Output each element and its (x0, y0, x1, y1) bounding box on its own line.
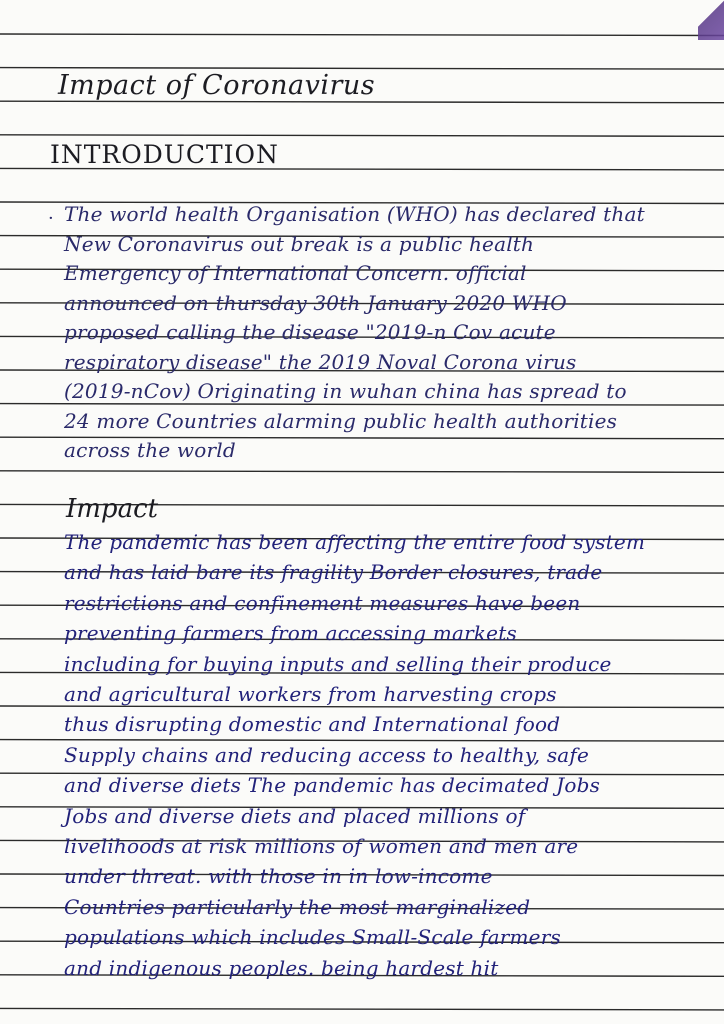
impact-line: Jobs and diverse diets and placed millions of (64, 803, 526, 828)
impact-line: restrictions and confinement measures have been (64, 590, 581, 615)
introduction-line: New Coronavirus out break is a public health (64, 231, 535, 256)
page-title: Impact of Coronavirus (58, 70, 376, 101)
ruled-line (0, 135, 724, 137)
impact-line: and agricultural workers from harvesting crops (64, 682, 557, 706)
introduction-line: The world health Organisation (WHO) has declared that (64, 202, 645, 226)
impact-line: including for buying inputs and selling their produce (64, 651, 612, 676)
ruled-line (0, 68, 724, 70)
introduction-line: 24 more Countries alarming public health authorities (64, 408, 618, 433)
introduction-line: (2019-nCov) Originating in wuhan china has spread to (64, 379, 627, 403)
impact-line: populations which includes Small-Scale farmers (64, 925, 561, 950)
impact-line: The pandemic has been affecting the entire food system (64, 530, 646, 554)
impact-line: Supply chains and reducing access to healthy, safe (64, 742, 590, 767)
ruled-line (0, 101, 724, 103)
introduction-line: Emergency of International Concern. official (64, 261, 527, 285)
introduction-line: proposed calling the disease "2019-n Cov acute (64, 320, 556, 344)
ruled-line (0, 1008, 724, 1010)
impact-line: livelihoods at risk millions of women and men are (64, 834, 579, 858)
introduction-line: announced on thursday 30th January 2020 WHO (64, 290, 567, 315)
impact-line: and indigenous peoples. being hardest hit (64, 955, 499, 980)
ruled-line (0, 404, 724, 406)
impact-line: thus disrupting domestic and International food (64, 712, 561, 737)
impact-heading: Impact (66, 494, 159, 524)
introduction-line: across the world (64, 438, 236, 462)
ruled-line (0, 471, 724, 473)
binder-corner (698, 0, 724, 40)
ruled-line (0, 706, 724, 708)
introduction-heading: INTRODUCTION (50, 140, 279, 169)
introduction-line: respiratory disease" the 2019 Noval Corona virus (64, 349, 577, 374)
impact-line: under threat. with those in in low-income (64, 864, 493, 889)
impact-line: preventing farmers from accessing markets (64, 621, 517, 646)
ruled-line (0, 34, 724, 36)
bullet-dot: · (48, 208, 54, 229)
impact-line: Countries particularly the most marginalized (64, 894, 531, 919)
ruled-line (0, 740, 724, 742)
impact-line: and diverse diets The pandemic has decimated Jobs (64, 773, 601, 798)
impact-line: and has laid bare its fragility Border closures, trade (64, 560, 603, 585)
